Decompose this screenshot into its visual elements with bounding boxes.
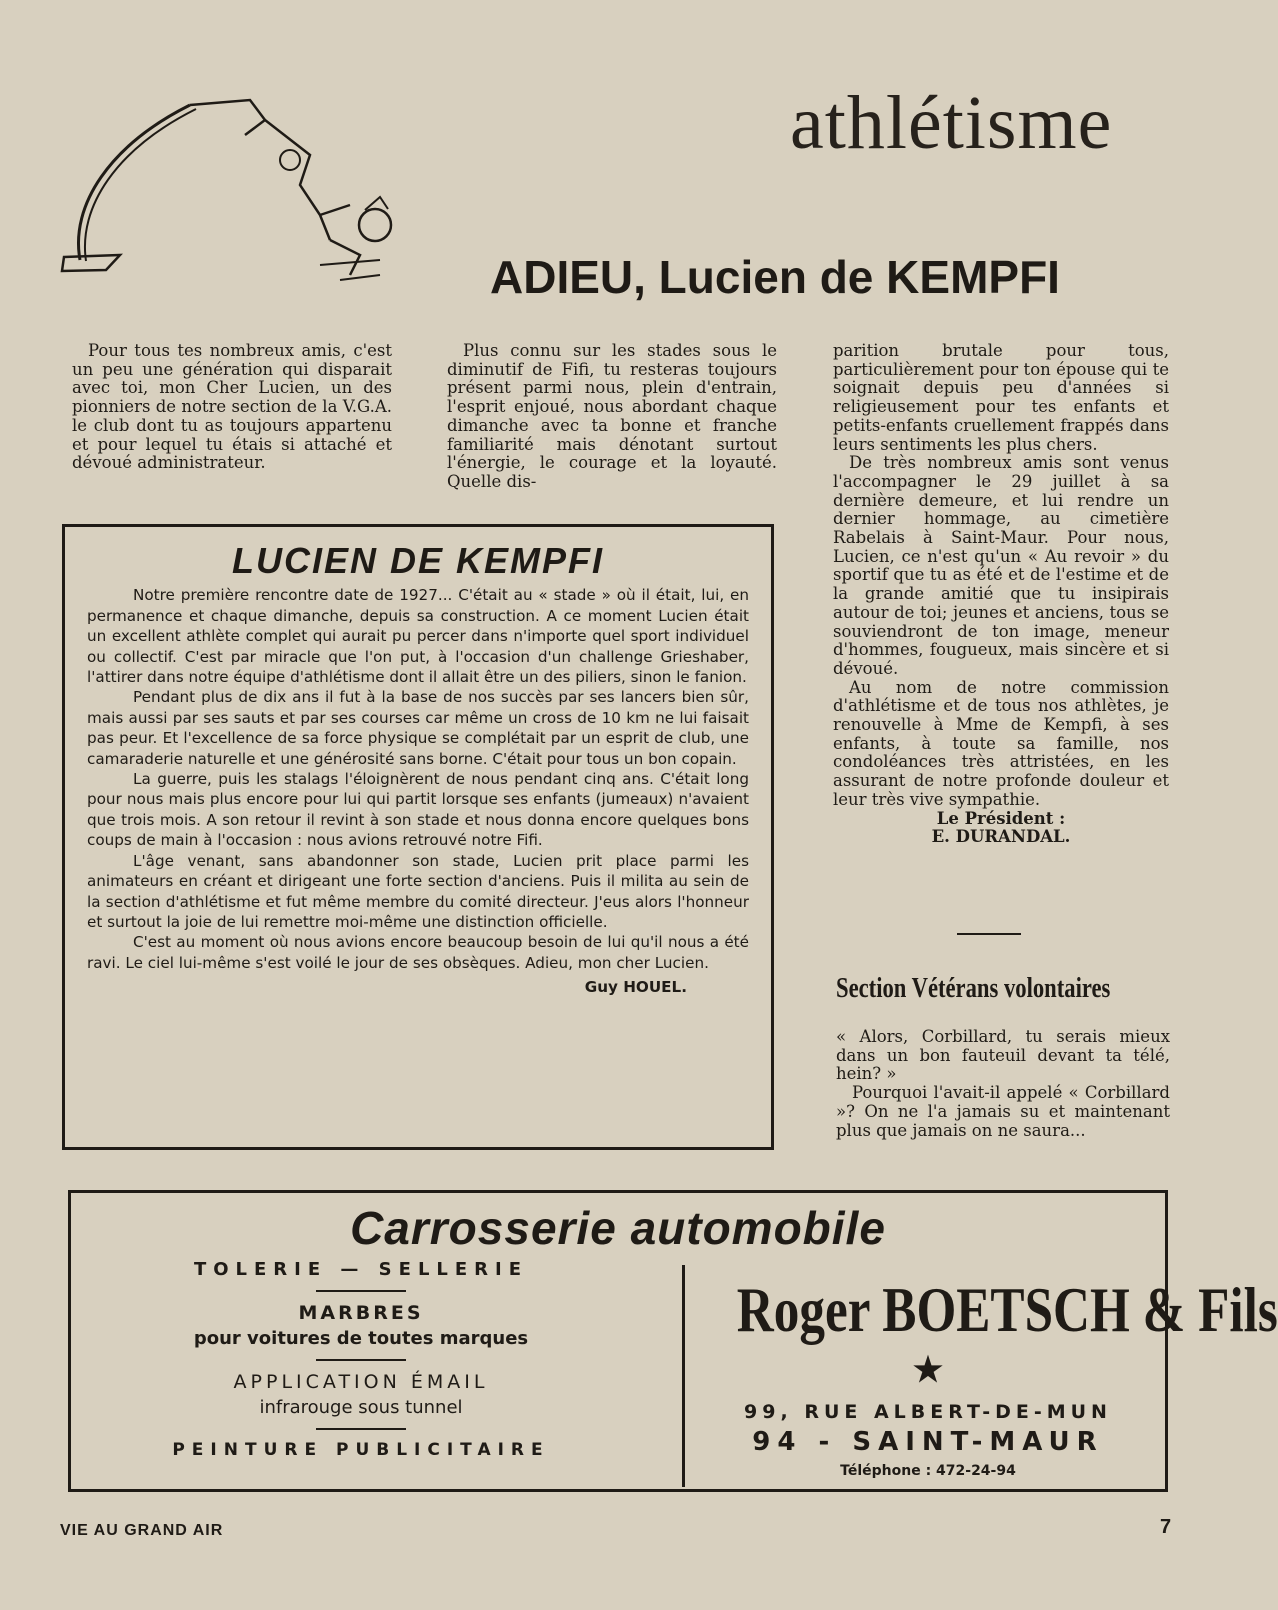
tribute-paragraph: C'est au moment où nous avions encore beaucoup besoin de lui qu'il nous a été ravi. Le ciel lui-même s'est voilé le jour de ses obsèques. Adieu, mon cher Lucien. — [87, 933, 749, 972]
signature-title: Le Président : — [936, 808, 1066, 828]
article-column-3 — [833, 342, 1169, 847]
ad-company-block — [689, 1265, 1278, 1479]
headline: ADIEU, Lucien de KEMPFI — [490, 251, 1060, 303]
tribute-paragraph: L'âge venant, sans abandonner son stade, Lucien prit place parmi les animateurs en créant et dirigeant une forte section d'anciens. Puis il milita au sein de la section d'athlétisme et fut même membre du comité directeur. J'eus alors l'honneur et surtout la joie de lui remettre moi-même une distinction officielle. — [87, 851, 749, 931]
paragraph: « Alors, Corbillard, tu serais mieux dans un bon fauteuil devant ta télé, hein? » — [836, 1027, 1170, 1084]
ad-line: PEINTURE PUBLICITAIRE — [172, 1440, 550, 1460]
ad-phone: Téléphone : 472-24-94 — [840, 1463, 1016, 1479]
tribute-signature: Guy HOUEL. — [584, 978, 687, 997]
tribute-box — [62, 524, 774, 1150]
veterans-column — [836, 1028, 1170, 1140]
ad-rule — [316, 1290, 406, 1292]
paragraph: Pour tous tes nombreux amis, c'est un peu une génération qui disparait avec toi, mon Cher Lucien, un des pionniers de notre section de la V.G.A. le club dont tu as toujours appartenu et pour lequel tu étais si attaché et dévoué administrateur. — [72, 341, 392, 473]
signature-name: E. DURANDAL. — [931, 827, 1071, 847]
page-number: 7 — [1160, 1516, 1172, 1538]
ad-line: infrarouge sous tunnel — [259, 1397, 463, 1418]
paragraph: Pourquoi l'avait-il appelé « Corbillard »? On ne l'a jamais su et maintenant plus que jamais on ne saura... — [836, 1083, 1170, 1140]
paragraph: parition brutale pour tous, particulièrement pour ton épouse qui te soignait depuis peu d'années si religieusement pour tes enfants et petits-enfants cruellement frappés dans leurs sentiments les plus chers. — [833, 341, 1169, 454]
pole-vault-drawing-icon — [50, 85, 410, 295]
section-title: athlétisme — [790, 81, 1113, 165]
ad-line: TOLERIE — SELLERIE — [193, 1259, 529, 1280]
paragraph: Plus connu sur les stades sous le diminutif de Fifi, tu resteras toujours présent parmi nous, plein d'entrain, l'esprit enjoué, nous abordant chaque dimanche avec ta bonne et franche familiarité mais dénotant surtout l'énergie, le courage et la loyauté. Quelle dis- — [447, 341, 777, 491]
ad-headline: Carrosserie automobile — [350, 1202, 886, 1254]
article-column-2 — [447, 342, 777, 492]
ad-address-city: 94 - SAINT-MAUR — [752, 1427, 1104, 1457]
ad-line: pour voitures de toutes marques — [193, 1328, 529, 1349]
divider — [957, 933, 1021, 935]
ad-line: MARBRES — [298, 1302, 424, 1324]
ad-rule — [316, 1428, 406, 1430]
tribute-title: LUCIEN DE KEMPFI — [231, 540, 604, 581]
ad-services — [91, 1259, 631, 1460]
publication-name: VIE AU GRAND AIR — [60, 1522, 224, 1539]
ad-company-name: Roger BOETSCH & Fils — [736, 1274, 1278, 1345]
star-icon: ★ — [912, 1350, 944, 1390]
paragraph: De très nombreux amis sont venus l'accompagner le 29 juillet à sa dernière demeure, et lui rendre un dernier hommage, au cimetière Rabelais à Saint-Maur. Pour nous, Lucien, ce n'est qu'un « Au revoir » du sportif que tu as été et de l'estime et de la grande amitié que tu insipirais autour de toi; jeunes et anciens, tous se souviendront de ton image, meneur d'hommes, fougueux, mais sincère et si dévoué. — [833, 453, 1169, 678]
ad-line: APPLICATION ÉMAIL — [233, 1371, 489, 1393]
tribute-paragraph: Notre première rencontre date de 1927... C'était au « stade » où il était, lui, en permanence et chaque dimanche, depuis sa construction. A ce moment Lucien était un excellent athlète complet qui aurait pu percer dans n'importe quel sport individuel ou collectif. C'est par miracle que l'on put, à l'occasion d'un challenge Grieshaber, l'attirer dans notre équipe d'athlétisme dont il allait être un des piliers, sinon le fanion. — [87, 586, 749, 687]
paragraph: Au nom de notre commission d'athlétisme et de tous nos athlètes, je renouvelle à Mme de Kempfi, à ses enfants, à toute sa famille, nos condoléances très attristées, en les assurant de notre profonde douleur et leur très vive sympathie. — [833, 677, 1169, 809]
ad-separator — [682, 1265, 685, 1487]
veterans-section-title: Section Vétérans volontaires — [836, 972, 1111, 1004]
ad-rule — [316, 1359, 406, 1361]
tribute-paragraph: La guerre, puis les stalags l'éloignèrent de nous pendant cinq ans. C'était long pour nous mais plus encore pour lui qui partit lorsque ses enfants (jumeaux) n'avaient que trois mois. A son retour il revint à son stade et nous donna encore quelques bons coups de main à l'occasion : nous avions retrouvé notre Fifi. — [87, 770, 749, 850]
tribute-paragraph: Pendant plus de dix ans il fut à la base de nos succès par ses lancers bien sûr, mais aussi par ses sauts et par ses courses car même un cross de 10 km ne lui faisait pas peur. Et l'excellence de sa force physique se complétait par un esprit de club, une camaraderie naturelle et une générosité sans borne. C'était pour tous un bon copain. — [87, 688, 749, 768]
ad-address-street: 99, RUE ALBERT-DE-MUN — [744, 1401, 1112, 1423]
article-column-1 — [72, 342, 392, 473]
advertisement — [68, 1190, 1278, 1492]
